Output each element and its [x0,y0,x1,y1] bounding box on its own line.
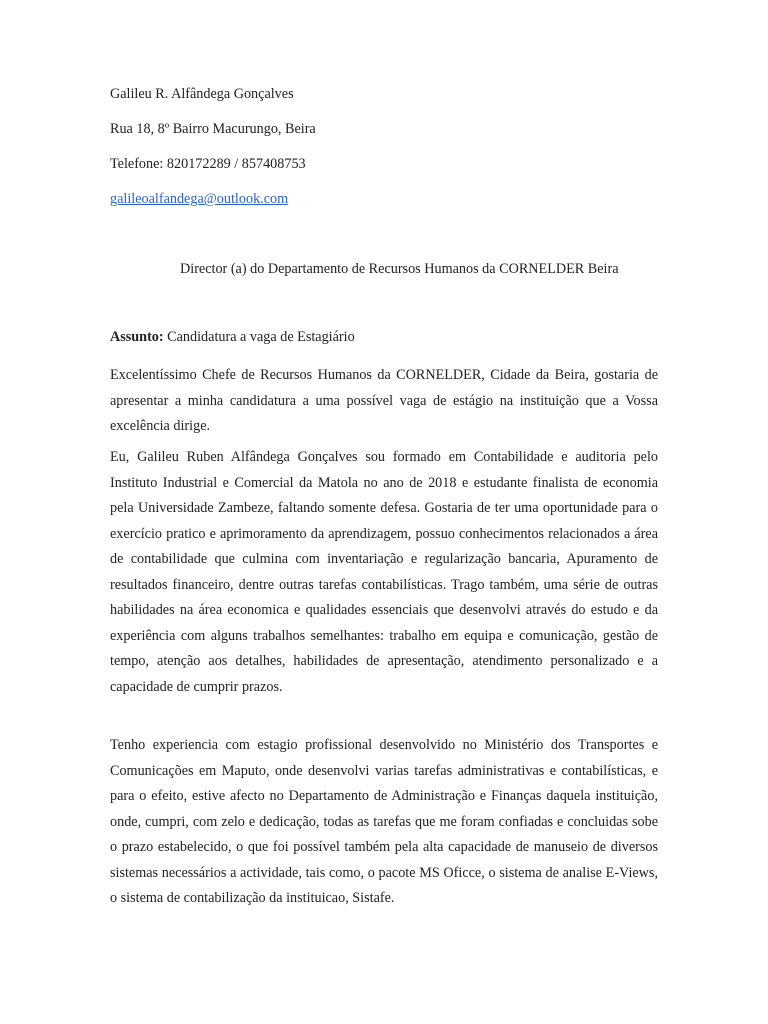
body-paragraph-2: Eu, Galileu Ruben Alfândega Gonçalves sou formado em Contabilidade e auditoria pelo Instituto Industrial e Comercial da Matola no ano de 2018 e estudante finalista de economia pela Universidade Zambeze, faltando somente defesa. Gostaria de ter uma oportunidade para o exercício pratico e aprimoramento da aprendizagem, possuo conhecimentos relacionados a área de contabilidade que culmina com inventariação e regularização bancaria, Apuramento de resultados financeiro, dentre outras tarefas contabilísticas. Trago também, uma série de outras habilidades na área economica e qualidades essenciais que desenvolvi através do estudo e da experiência com alguns trabalhos semelhantes: trabalho em equipa e comunicação, gestão de tempo, atenção aos detalhes, habilidades de apresentação, atendimento personalizado e a capacidade de cumprir prazos. [110,449,658,695]
subject-label: Assunto: [110,329,164,345]
subject-text: Candidatura a vaga de Estagiário [163,329,355,345]
sender-phone: Telefone: 820172289 / 857408753 [110,156,306,172]
sender-name: Galileu R. Alfândega Gonçalves [110,86,294,102]
body-paragraph-3: Tenho experiencia com estagio profissional desenvolvido no Ministério dos Transportes e Comunicações em Maputo, onde desenvolvi varias tarefas administrativas e contabilísticas, e para o efeito, estive afecto no Departamento de Administração e Finanças daquela instituição, onde, cumpri, com zelo e dedicação, todas as tarefas que me foram confiadas e concluidas sobe o prazo estabelecido, o que foi possível também pela alta capacidade de manuseio de diversos sistemas necessários a actividade, tais como, o pacote MS Oficce, o sistema de analise E-Views, o sistema de contabilização da instituicao, Sistafe. [110,737,658,906]
sender-address: Rua 18, 8º Bairro Macurungo, Beira [110,121,316,137]
recipient-line: Director (a) do Departamento de Recursos Humanos da CORNELDER Beira [180,261,619,277]
sender-email-line [110,191,288,208]
body-paragraph-1: Excelentíssimo Chefe de Recursos Humanos da CORNELDER, Cidade da Beira, gostaria de apresentar a minha candidatura a uma possível vaga de estágio na instituição que a Vossa excelência dirige. [110,367,658,434]
subject-line [110,329,355,346]
sender-email-link[interactable]: galileoalfandega@outlook.com [110,191,289,207]
